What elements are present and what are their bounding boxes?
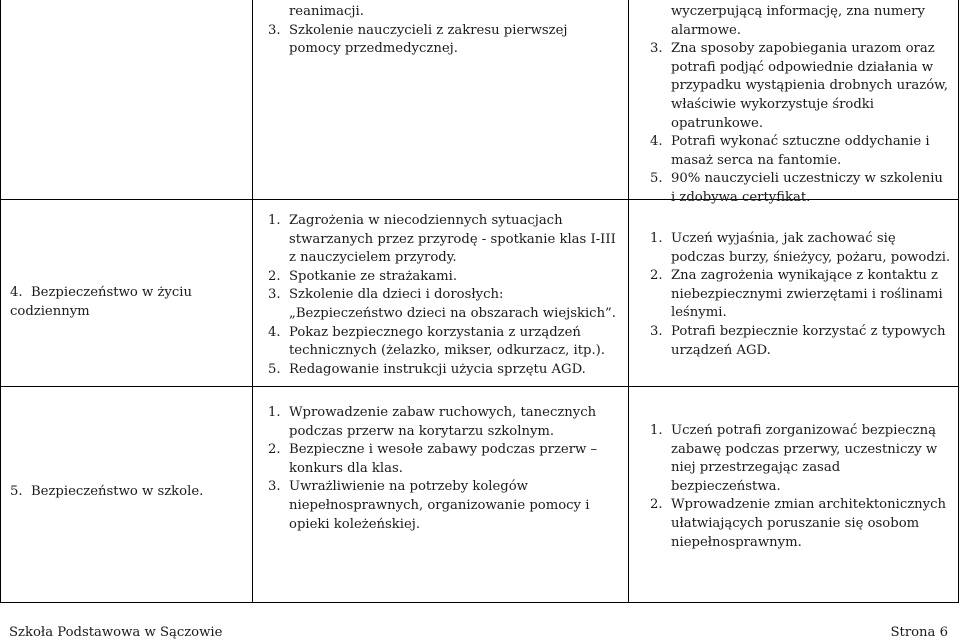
table-border-right <box>958 0 959 603</box>
list-item: 3. Uwrażliwienie na potrzeby kolegów niepełnosprawnych, organizowanie pomocy i opieki koleżeńskiej. <box>268 479 590 532</box>
list-item: 2. Bezpieczne i wesołe zabawy podczas przerw – konkurs dla klas. <box>268 442 598 476</box>
row-topic: 4. Bezpieczeństwo w życiu codziennym <box>10 285 197 319</box>
activities-list <box>268 212 620 379</box>
continued-text: reanimacji. <box>289 4 364 19</box>
row-activities-cell <box>268 212 620 379</box>
list-item: 3. Szkolenie dla dzieci i dorosłych: „Bezpieczeństwo dzieci na obszarach wiejskich”. <box>268 287 616 321</box>
outcomes-list <box>650 422 950 552</box>
list-item: 3. Potrafi bezpiecznie korzystać z typowych urządzeń AGD. <box>650 323 946 358</box>
list-item: 4. Pokaz bezpiecznego korzystania z urządzeń technicznych (żelazko, mikser, odkurzacz, itp.). <box>268 324 605 359</box>
list-item: 2. Spotkanie ze strażakami. <box>268 268 458 284</box>
row-outcomes-cell <box>650 422 950 552</box>
list-item: 1. Zagrożenia w niecodziennych sytuacjach stwarzanych przez przyrodę - spotkanie klas I-III z nauczycielem przyrody. <box>268 213 616 266</box>
footer-school-name: Szkoła Podstawowa w Sączowie <box>9 625 223 640</box>
table-border-bottom <box>0 602 959 603</box>
top-activities-cell <box>268 3 618 59</box>
top-outcomes-list <box>650 40 950 207</box>
list-item: 4. Potrafi wykonać sztuczne oddychanie i masaż serca na fantomie. <box>650 134 930 168</box>
list-item: 3. Szkolenie nauczycieli z zakresu pierwszej pomocy przedmedycznej. <box>268 22 568 57</box>
row-topic: 5. Bezpieczeństwo w szkole. <box>10 484 204 499</box>
continued-text: alarmowe. <box>671 22 741 38</box>
list-item: 1. Uczeń wyjaśnia, jak zachować się podczas burzy, śnieżycy, pożaru, powodzi. <box>650 231 951 265</box>
list-item: 5. Redagowanie instrukcji użycia sprzętu AGD. <box>268 361 586 377</box>
list-item: 1. Uczeń potrafi zorganizować bezpieczną zabawę podczas przerwy, uczestniczy w niej przestrzegając zasad bezpieczeństwa. <box>650 423 938 494</box>
row-outcomes-cell <box>650 230 952 360</box>
table-divider-1 <box>252 0 253 603</box>
activities-list <box>268 404 598 534</box>
table-divider-2 <box>628 0 629 603</box>
outcomes-list <box>650 230 952 360</box>
continued-text: wyczerpującą informację, zna numery <box>671 4 925 19</box>
list-item: 1. Wprowadzenie zabaw ruchowych, tanecznych podczas przerw na korytarzu szkolnym. <box>268 405 597 439</box>
footer-page-number: Strona 6 <box>890 625 948 640</box>
list-item: 2. Zna zagrożenia wynikające z kontaktu z niebezpiecznymi zwierzętami i roślinami leśnymi. <box>650 268 943 321</box>
top-outcomes-cell <box>650 3 950 208</box>
list-item: 5. 90% nauczycieli uczestniczy w szkoleniu i zdobywa certyfikat. <box>650 171 943 205</box>
row-activities-cell <box>268 404 598 534</box>
list-item: 2. Wprowadzenie zmian architektonicznych ułatwiających poruszanie się osobom niepełnosprawnym. <box>650 497 946 550</box>
row-separator-2 <box>0 386 959 387</box>
list-item: 3. Zna sposoby zapobiegania urazom oraz potrafi podjąć odpowiednie działania w przypadku wystąpienia drobnych urazów, właściwie wykorzystuje środki opatrunkowe. <box>650 41 949 131</box>
top-activities-list <box>268 22 618 59</box>
table-border-left <box>0 0 1 603</box>
